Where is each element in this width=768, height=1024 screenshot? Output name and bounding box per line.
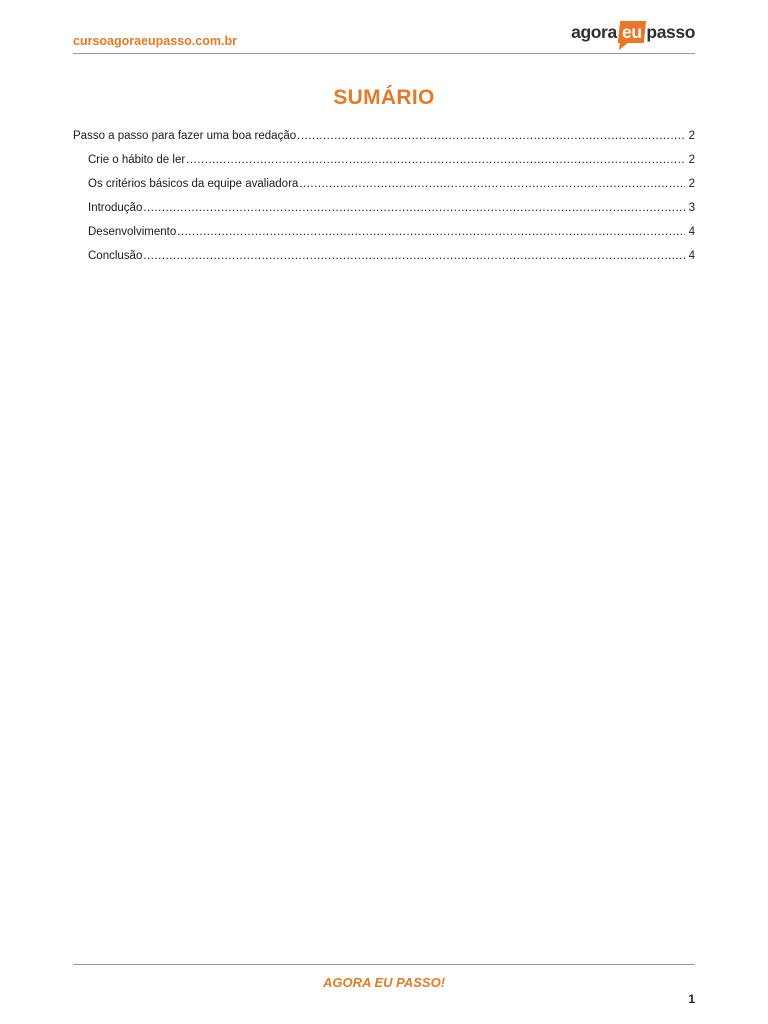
toc-entry-label: Introdução xyxy=(88,202,143,214)
toc-dot-leader xyxy=(177,222,685,242)
toc-entry[interactable] xyxy=(73,150,695,174)
toc-entry[interactable] xyxy=(73,126,695,150)
site-url-link[interactable]: cursoagoraeupasso.com.br xyxy=(73,34,237,48)
toc-entry[interactable] xyxy=(73,222,695,246)
toc-dot-leader xyxy=(143,246,685,266)
footer-slogan: AGORA EU PASSO! xyxy=(322,975,446,990)
toc-dot-leader xyxy=(186,150,685,170)
page-title: SUMÁRIO xyxy=(333,86,435,109)
toc-entry-label: Crie o hábito de ler xyxy=(88,154,186,166)
toc-entry-label: Conclusão xyxy=(88,250,143,262)
toc-dot-leader xyxy=(297,126,685,146)
page-header xyxy=(73,18,695,54)
toc-entry-label: Os critérios básicos da equipe avaliadora xyxy=(88,178,299,190)
toc-entry-page: 4 xyxy=(688,250,695,262)
toc-entry-page: 2 xyxy=(688,178,695,190)
toc-entry-label: Desenvolvimento xyxy=(88,226,177,238)
toc-entry-page: 2 xyxy=(688,154,695,166)
toc-entry-page: 4 xyxy=(688,226,695,238)
page-number: 1 xyxy=(688,992,695,1006)
brand-logo xyxy=(571,18,695,46)
table-of-contents xyxy=(73,126,695,270)
toc-entry-page: 3 xyxy=(688,202,695,214)
logo-text-eu: eu xyxy=(621,22,642,42)
toc-dot-leader xyxy=(299,174,685,194)
logo-text-agora: agora xyxy=(571,21,617,42)
logo-text-passo: passo xyxy=(646,21,695,42)
toc-entry-page: 2 xyxy=(688,130,695,142)
footer-divider xyxy=(73,964,695,965)
logo-speech-bubble xyxy=(618,21,646,43)
toc-entry[interactable] xyxy=(73,246,695,270)
toc-entry-label: Passo a passo para fazer uma boa redação xyxy=(73,130,297,142)
toc-dot-leader xyxy=(143,198,685,218)
toc-entry[interactable] xyxy=(73,174,695,198)
toc-entry[interactable] xyxy=(73,198,695,222)
